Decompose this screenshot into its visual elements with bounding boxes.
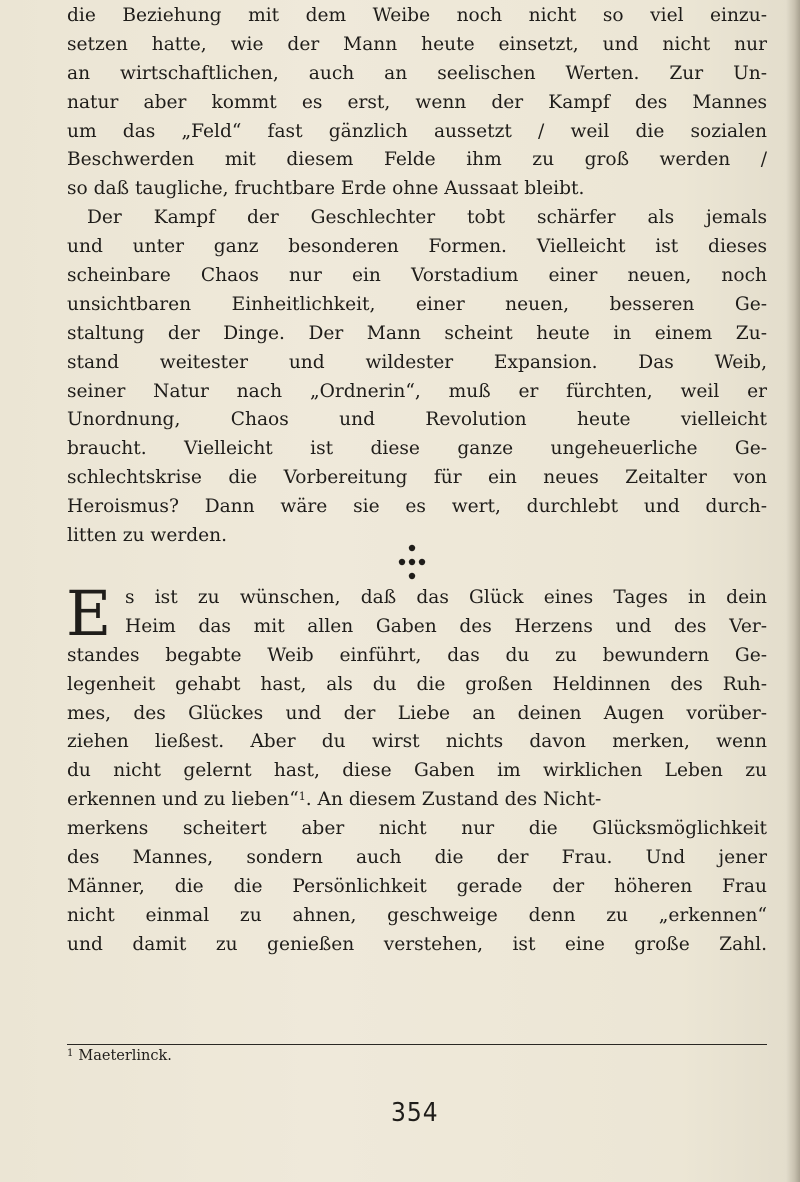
text-line: so daß taugliche, fruchtbare Erde ohne Aussaat bleibt. [67, 178, 585, 200]
text-line: scheinbare Chaos nur ein Vorstadium einer neuen, noch [67, 265, 767, 287]
drop-cap: E [66, 577, 112, 650]
text-line: s ist zu wünschen, daß das Glück eines Tages in dein [125, 587, 767, 608]
text-segment: . An diesem Zustand des Nicht- [305, 789, 602, 811]
text-line: ziehen ließest. Aber du wirst nichts davon merken, wenn [67, 731, 767, 753]
text-line: setzen hatte, wie der Mann heute einsetzt, und nicht nur [67, 33, 767, 55]
text-line: natur aber kommt es erst, wenn der Kampf des Mannes [67, 91, 767, 113]
text-line: Männer, die die Persönlichkeit gerade der höheren Frau [67, 875, 767, 897]
text-line: die Beziehung mit dem Weibe noch nicht so viel einzu- [67, 5, 767, 26]
section-ornament-icon [395, 541, 429, 583]
text-line: du nicht gelernt hast, diese Gaben im wirklichen Leben zu [67, 760, 767, 782]
text-segment: erkennen und zu lieben“ [67, 789, 299, 811]
page-edge-shadow [786, 0, 800, 1182]
text-line: merkens scheitert aber nicht nur die Glücksmöglichkeit [67, 818, 767, 840]
text-line: und damit zu genießen verstehen, ist eine große Zahl. [67, 933, 767, 955]
text-line: braucht. Vielleicht ist diese ganze ungeheuerliche Ge- [67, 438, 767, 460]
page-number: 354 [391, 1098, 439, 1128]
text-line: des Mannes, sondern auch die der Frau. Und jener [67, 847, 767, 869]
footnote-rule [67, 1044, 767, 1045]
text-line-with-footnote-ref [67, 786, 767, 815]
footnote-marker: 1 [67, 1048, 74, 1059]
text-line: schlechtskrise die Vorbereitung für ein neues Zeitalter von [67, 467, 767, 489]
footnote-ref: 1 [298, 790, 306, 804]
text-line: Heim das mit allen Gaben des Herzens und des Ver- [125, 615, 767, 637]
text-line: nicht einmal zu ahnen, geschweige denn zu „erkennen“ [67, 904, 767, 926]
text-line: standes begabte Weib einführt, das du zu bewundern Ge- [67, 644, 767, 666]
text-line: Beschwerden mit diesem Felde ihm zu groß werden / [67, 149, 767, 171]
paragraph-3 [66, 577, 767, 960]
text-line: stand weitester und wildester Expansion. Das Weib, [67, 351, 767, 373]
text-line: an wirtschaftlichen, auch an seelischen Werten. Zur Un- [67, 62, 767, 84]
text-line: seiner Natur nach „Ordnerin“, muß er fürchten, weil er [67, 380, 767, 402]
text-line: und unter ganz besonderen Formen. Vielleicht ist dieses [67, 236, 767, 258]
text-line: legenheit gehabt hast, als du die großen Heldinnen des Ruh- [67, 673, 767, 695]
text-line: Der Kampf der Geschlechter tobt schärfer als jemals [87, 207, 767, 229]
text-line: Unordnung, Chaos und Revolution heute vielleicht [67, 409, 767, 431]
footnote [67, 1046, 172, 1066]
text-line: Heroismus? Dann wäre sie es wert, durchlebt und durch- [67, 496, 767, 518]
text-line: um das „Feld“ fast gänzlich aussetzt / weil die sozialen [67, 120, 767, 142]
footnote-text: Maeterlinck. [78, 1048, 172, 1064]
text-line: unsichtbaren Einheitlichkeit, einer neuen, besseren Ge- [67, 293, 767, 315]
text-line: litten zu werden. [67, 525, 228, 547]
text-line: mes, des Glückes und der Liebe an deinen Augen vorüber- [67, 702, 767, 724]
text-line: staltung der Dinge. Der Mann scheint heute in einem Zu- [67, 322, 767, 344]
paragraph-1 [67, 2, 767, 551]
